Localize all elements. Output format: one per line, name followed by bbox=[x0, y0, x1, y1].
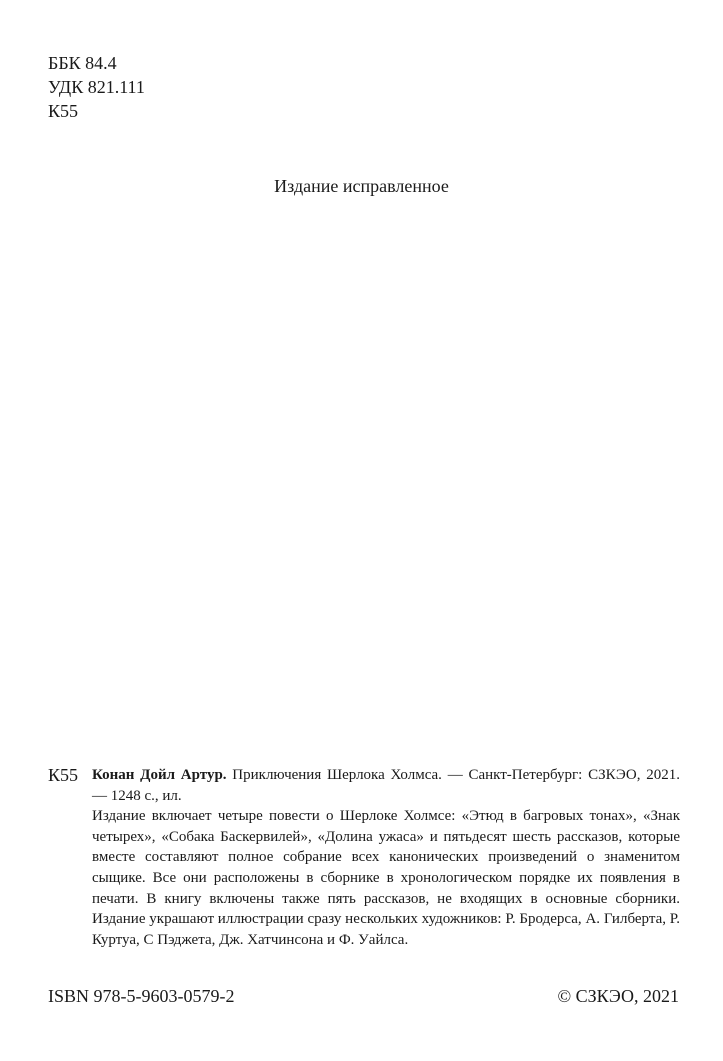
copyright: © СЗКЭО, 2021 bbox=[557, 986, 679, 1006]
author-sign: К55 bbox=[48, 101, 79, 121]
title-imprint: Приключения Шерлока Холмса. — Санкт-Петербург: СЗКЭО, 2021. — 1248 с., ил. bbox=[92, 767, 680, 804]
annotation: Издание включает четыре повести о Шерлоке Холмсе: «Этюд в багровых тонах», «Знак четырех», «Собака Баскервилей», «Долина ужаса» и пятьдесят шесть рассказов, которые вместе составляют полное собрание всех канонических произведений о знаменитом сыщике. Все они расположены в сборнике в хронологическом порядке их появления в печати. В книгу включены также пять рассказов, не входящих в основные сборники. Издание украшают иллюстрации сразу нескольких художников: Р. Бродерса, А. Гилберта, Р. Куртуа, С Пэджета, Дж. Хатчинсона и Ф. Уайлса. bbox=[92, 808, 680, 948]
edition-note: Издание исправленное bbox=[274, 176, 449, 196]
bbk-code: ББК 84.4 bbox=[48, 53, 117, 73]
classification-block bbox=[48, 51, 145, 123]
bibliographic-description bbox=[92, 765, 680, 806]
isbn: ISBN 978-5-9603-0579-2 bbox=[48, 986, 235, 1006]
author-name: Конан Дойл Артур. bbox=[92, 767, 227, 783]
catalog-body bbox=[92, 765, 680, 950]
catalog-author-sign: К55 bbox=[48, 765, 79, 785]
udk-code: УДК 821.111 bbox=[48, 77, 145, 97]
